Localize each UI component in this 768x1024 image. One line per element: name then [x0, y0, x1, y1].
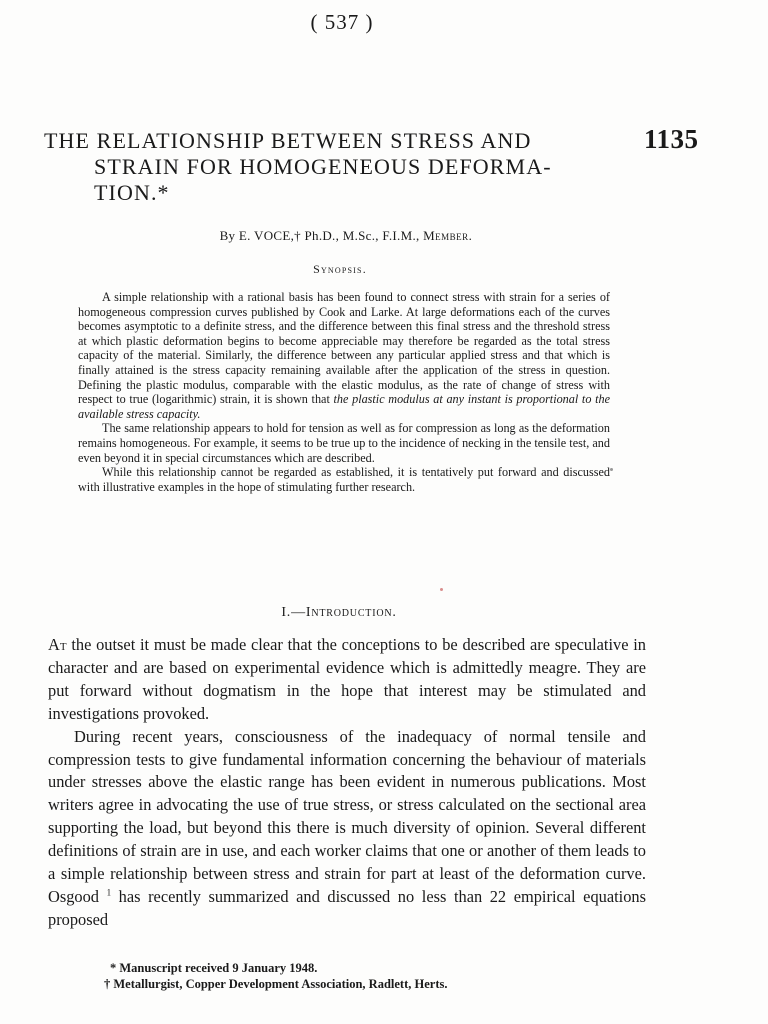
- ink-speck: [610, 468, 613, 471]
- section-number: I.—: [281, 605, 306, 620]
- paper-title: [44, 128, 644, 206]
- synopsis-text: A simple relationship with a rational basis has been found to connect stress with strain for a series of homogeneous compression curves published by Cook and Larke. At large deformations each of the curves becomes asymptotic to a definite stress, and the difference between this final stress and the threshold stress at which plastic deformation begins to become appreciable may therefore be regarded as the total stress capacity of the material. Similarly, the difference between any particular applied stress and that which is finally attained is the stress capacity remaining available after the application of the stress in question. Defining the plastic modulus, comparable with the elastic modulus, as the rate of change of stress with respect to true (logarithmic) strain, it is shown that: [78, 290, 610, 407]
- body-paragraph-2: [48, 726, 646, 932]
- synopsis: [78, 290, 610, 494]
- page-number: ( 537 ): [310, 10, 374, 34]
- body-paragraph-1: [48, 634, 646, 726]
- title-line-2: STRAIN FOR HOMOGENEOUS DEFORMA-: [94, 154, 552, 179]
- footnote-affiliation: † Metallurgist, Copper Development Association, Radlett, Herts.: [104, 977, 448, 991]
- title-line-1: THE RELATIONSHIP BETWEEN STRESS AND: [44, 128, 532, 153]
- author-membership: Member.: [423, 228, 473, 243]
- synopsis-heading: Synopsis.: [313, 262, 367, 276]
- ink-speck: [440, 588, 443, 591]
- section-heading: [0, 605, 678, 621]
- footnotes: [104, 960, 624, 992]
- author-credentials: By E. VOCE,† Ph.D., M.Sc., F.I.M.,: [219, 228, 424, 243]
- body-paragraph-1-text: the outset it must be made clear that the conceptions to be described are speculative in character and are based on experimental evidence which is admittedly meagre. They are put forward without dogmatism in the hope that interest may be stimulated and investigations provoked.: [48, 635, 646, 723]
- synopsis-emphasis: the plastic modulus at any instant is proportional to the available stress capacity.: [78, 392, 610, 421]
- drop-lead: At: [48, 635, 67, 654]
- synopsis-paragraph-2: The same relationship appears to hold for tension as well as for compression as long as the deformation remains homogeneous. For example, it seems to be true up to the incidence of necking in the tensile test, and even beyond it in special circumstances which are described.: [78, 421, 610, 465]
- body-text: [48, 634, 646, 932]
- title-line-3: TION.*: [94, 180, 170, 205]
- body-paragraph-2-text: During recent years, consciousness of the inadequacy of normal tensile and compression tests to give fundamental information concerning the behaviour of materials under stresses above the elastic range has been evident in numerous publications. Most writers agree in advocating the use of true stress, or stress calculated on the sectional area supporting the load, but beyond this there is much diversity of opinion. Several different definitions of strain are in use, and each worker claims that one or another of them leads to a simple relationship between stress and strain for part at least of the deformation curve. Osgood: [48, 726, 646, 906]
- author-byline: [0, 228, 692, 244]
- section-title: Introduction.: [305, 605, 397, 620]
- reference-mark: 1: [106, 887, 112, 898]
- synopsis-paragraph-1: [78, 290, 610, 421]
- body-paragraph-2-continued: has recently summarized and discussed no less than 22 empirical equations proposed: [48, 886, 647, 929]
- paper-number: 1135: [644, 124, 699, 154]
- synopsis-paragraph-3: While this relationship cannot be regarded as established, it is tentatively put forward and discussed with illustrative examples in the hope of stimulating further research.: [78, 465, 610, 494]
- footnote-manuscript: * Manuscript received 9 January 1948.: [110, 961, 318, 975]
